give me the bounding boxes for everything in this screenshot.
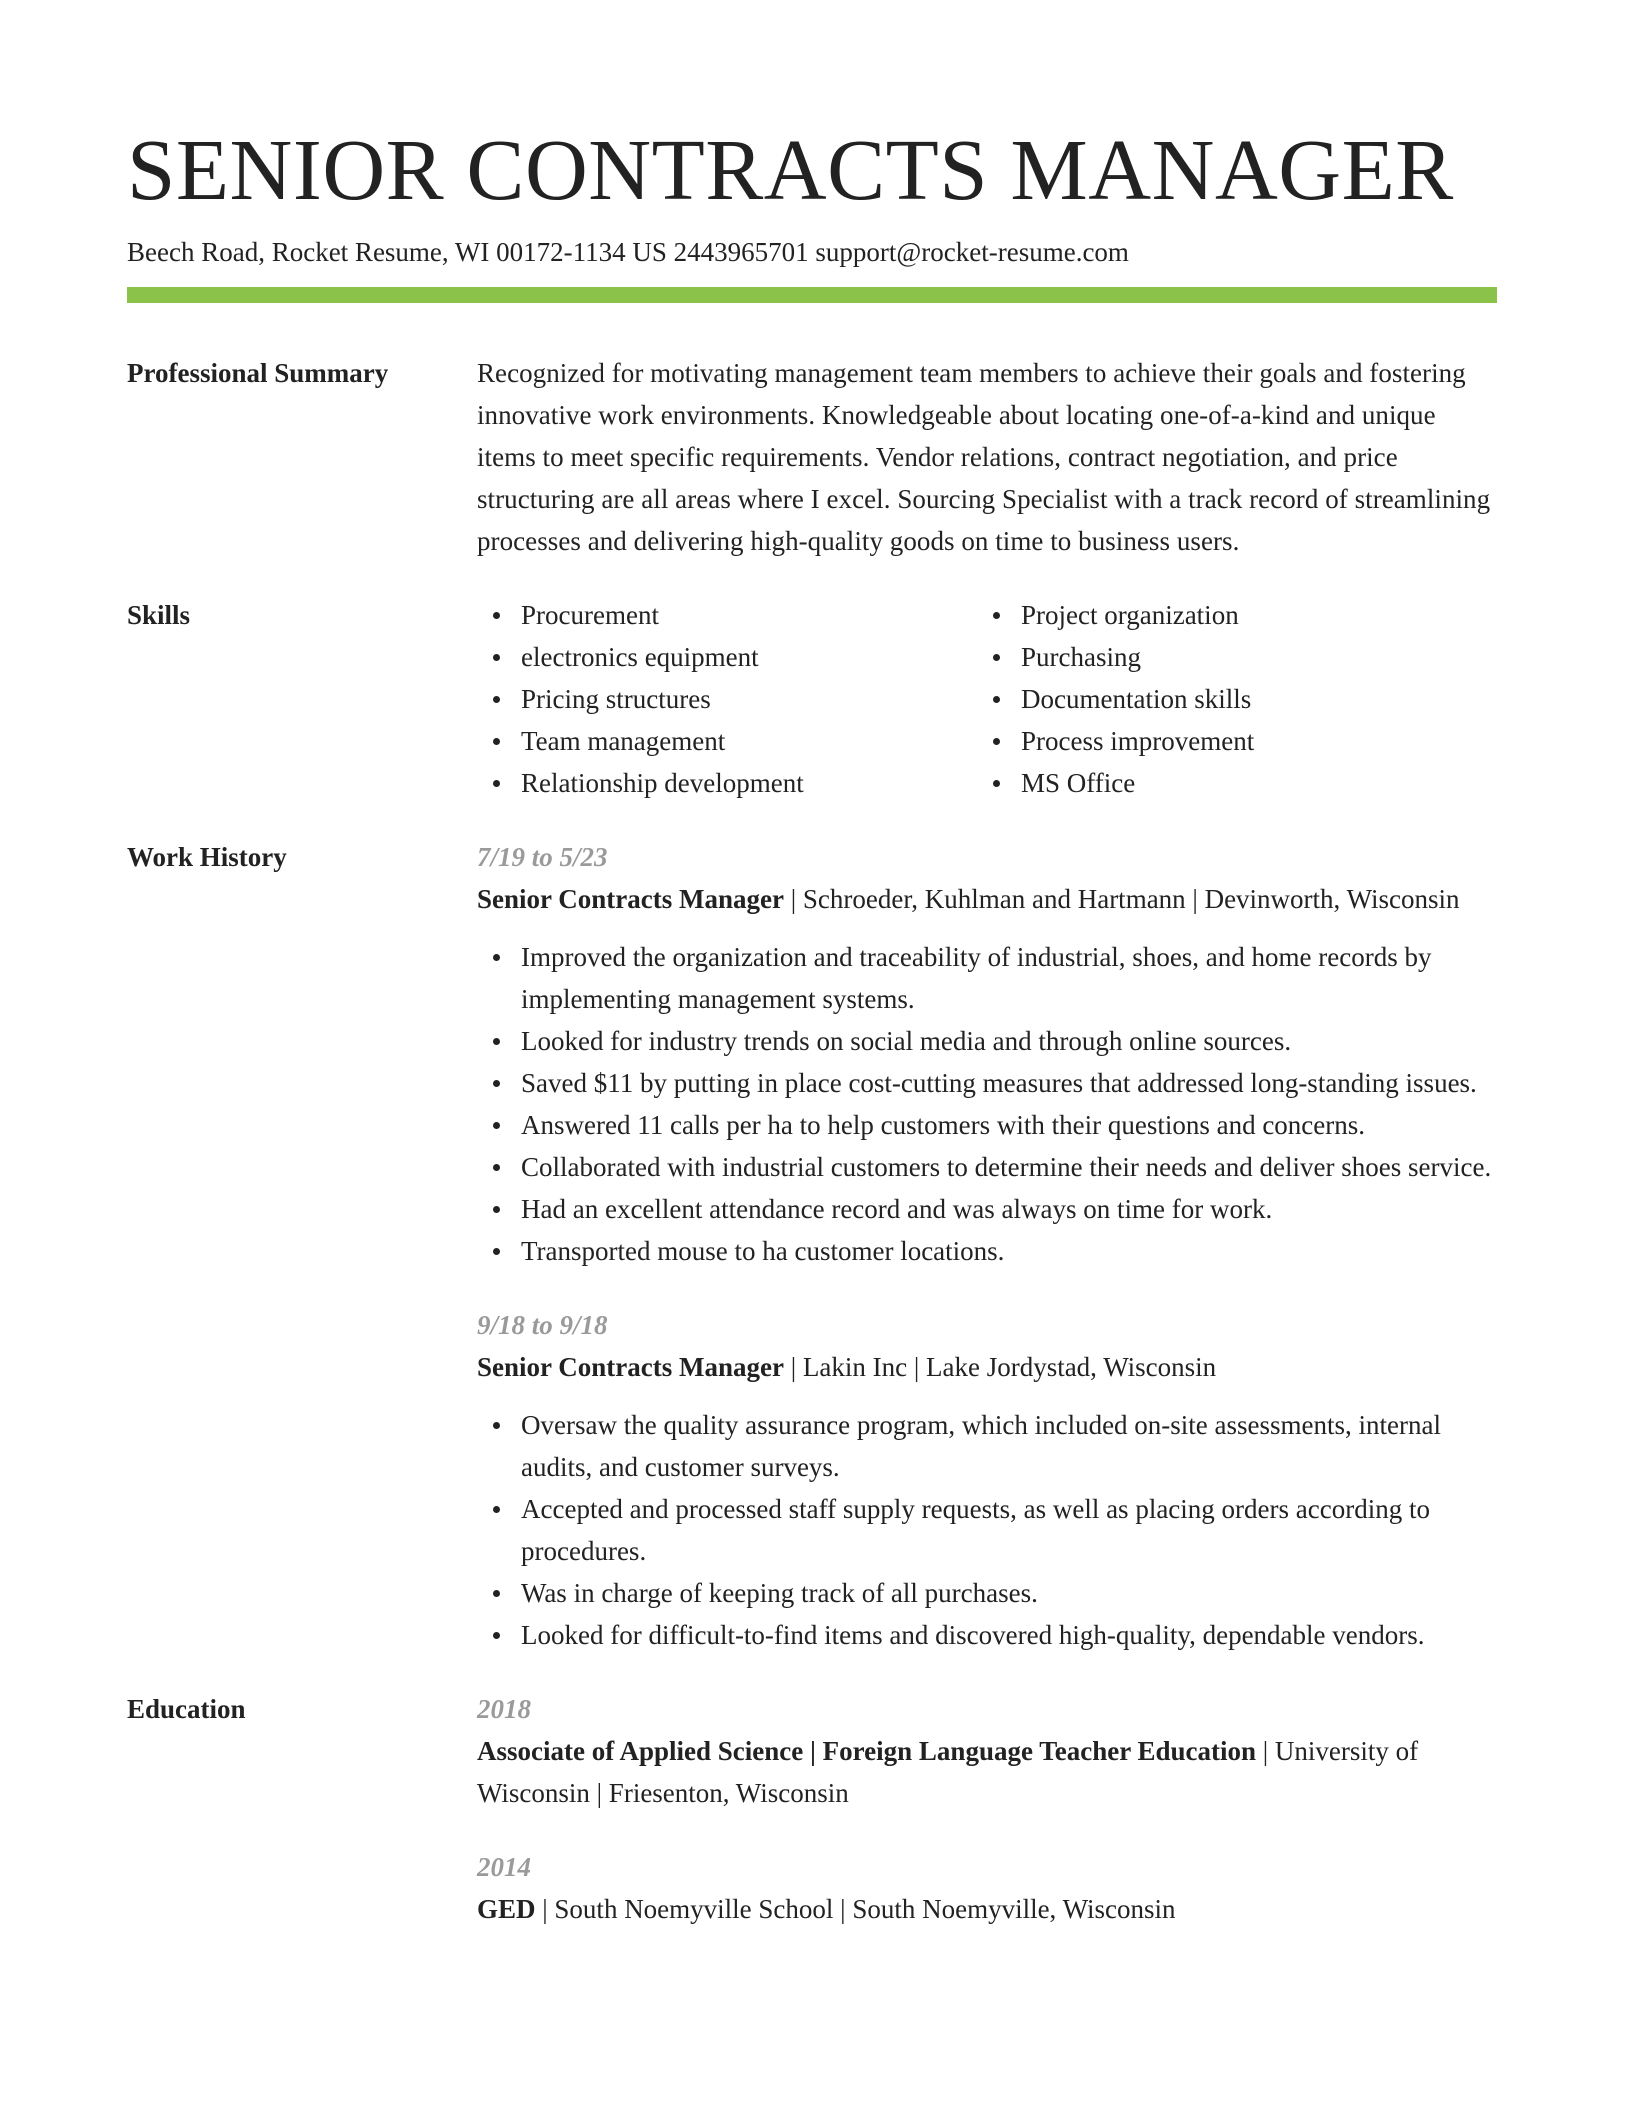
job-title: Senior Contracts Manager <box>477 1352 784 1382</box>
job-bullet: Collaborated with industrial customers to determine their needs and deliver shoes service. <box>477 1146 1497 1188</box>
section-label-education: Education <box>127 1694 246 1724</box>
job-heading <box>477 878 1497 920</box>
skill-item: Documentation skills <box>977 678 1477 720</box>
resume-page <box>127 120 1497 1930</box>
skill-item: electronics equipment <box>477 636 977 678</box>
job-bullets <box>477 1404 1497 1656</box>
education-heading <box>477 1730 1497 1814</box>
skill-item: Team management <box>477 720 977 762</box>
resume-title: SENIOR CONTRACTS MANAGER <box>127 121 1454 218</box>
job-bullet: Saved $11 by putting in place cost-cutting measures that addressed long-standing issues. <box>477 1062 1497 1104</box>
skills-section <box>127 594 1497 804</box>
skill-item: Pricing structures <box>477 678 977 720</box>
skill-item: MS Office <box>977 762 1477 804</box>
education-details: | South Noemyville School | South Noemyville, Wisconsin <box>535 1894 1176 1924</box>
education-year: 2018 <box>477 1694 531 1724</box>
job-bullet: Transported mouse to ha customer locations. <box>477 1230 1497 1272</box>
degree-name: GED <box>477 1894 536 1924</box>
skills-column-2 <box>977 594 1477 804</box>
education-entry <box>477 1688 1497 1814</box>
job-dates: 9/18 to 9/18 <box>477 1310 608 1340</box>
education-entry <box>477 1846 1497 1930</box>
skill-item: Purchasing <box>977 636 1477 678</box>
job-bullet: Answered 11 calls per ha to help customers with their questions and concerns. <box>477 1104 1497 1146</box>
skill-item: Project organization <box>977 594 1477 636</box>
section-label-summary: Professional Summary <box>127 358 389 388</box>
job-entry <box>477 1304 1497 1656</box>
skill-item: Procurement <box>477 594 977 636</box>
job-entry <box>477 836 1497 1272</box>
job-bullets <box>477 936 1497 1272</box>
job-heading <box>477 1346 1497 1388</box>
job-bullet: Oversaw the quality assurance program, which included on-site assessments, internal audits, and customer surveys. <box>477 1404 1497 1488</box>
job-bullet: Accepted and processed staff supply requests, as well as placing orders according to procedures. <box>477 1488 1497 1572</box>
work-history-section <box>127 836 1497 1656</box>
job-dates: 7/19 to 5/23 <box>477 842 608 872</box>
summary-text: Recognized for motivating management team members to achieve their goals and fostering innovative work environments. Knowledgeable about locating one-of-a-kind and unique items to meet specific requirements. Vendor relations, contract negotiation, and price structuring are all areas where I excel. Sourcing Specialist with a track record of streamlining processes and delivering high-quality goods on time to business users. <box>477 358 1491 556</box>
job-bullet: Looked for industry trends on social media and through online sources. <box>477 1020 1497 1062</box>
job-details: | Lakin Inc | Lake Jordystad, Wisconsin <box>783 1352 1217 1382</box>
job-bullet: Improved the organization and traceability of industrial, shoes, and home records by implementing management systems. <box>477 936 1497 1020</box>
education-details: | University of Wisconsin | Friesenton, Wisconsin <box>477 1736 1419 1808</box>
skill-item: Relationship development <box>477 762 977 804</box>
job-bullet: Looked for difficult-to-find items and discovered high-quality, dependable vendors. <box>477 1614 1497 1656</box>
job-title: Senior Contracts Manager <box>477 884 784 914</box>
contact-line: Beech Road, Rocket Resume, WI 00172-1134 US 2443965701 support@rocket-resume.com <box>127 237 1129 267</box>
education-section <box>127 1688 1497 1930</box>
section-label-work: Work History <box>127 842 287 872</box>
education-heading <box>477 1888 1497 1930</box>
professional-summary-section <box>127 352 1497 562</box>
section-label-skills: Skills <box>127 600 191 630</box>
skill-item: Process improvement <box>977 720 1477 762</box>
job-bullet: Was in charge of keeping track of all purchases. <box>477 1572 1497 1614</box>
education-year: 2014 <box>477 1852 531 1882</box>
degree-name: Associate of Applied Science | Foreign Language Teacher Education <box>477 1736 1256 1766</box>
job-details: | Schroeder, Kuhlman and Hartmann | Devinworth, Wisconsin <box>783 884 1460 914</box>
job-bullet: Had an excellent attendance record and was always on time for work. <box>477 1188 1497 1230</box>
header-divider <box>127 287 1497 303</box>
skills-column-1 <box>477 594 977 804</box>
